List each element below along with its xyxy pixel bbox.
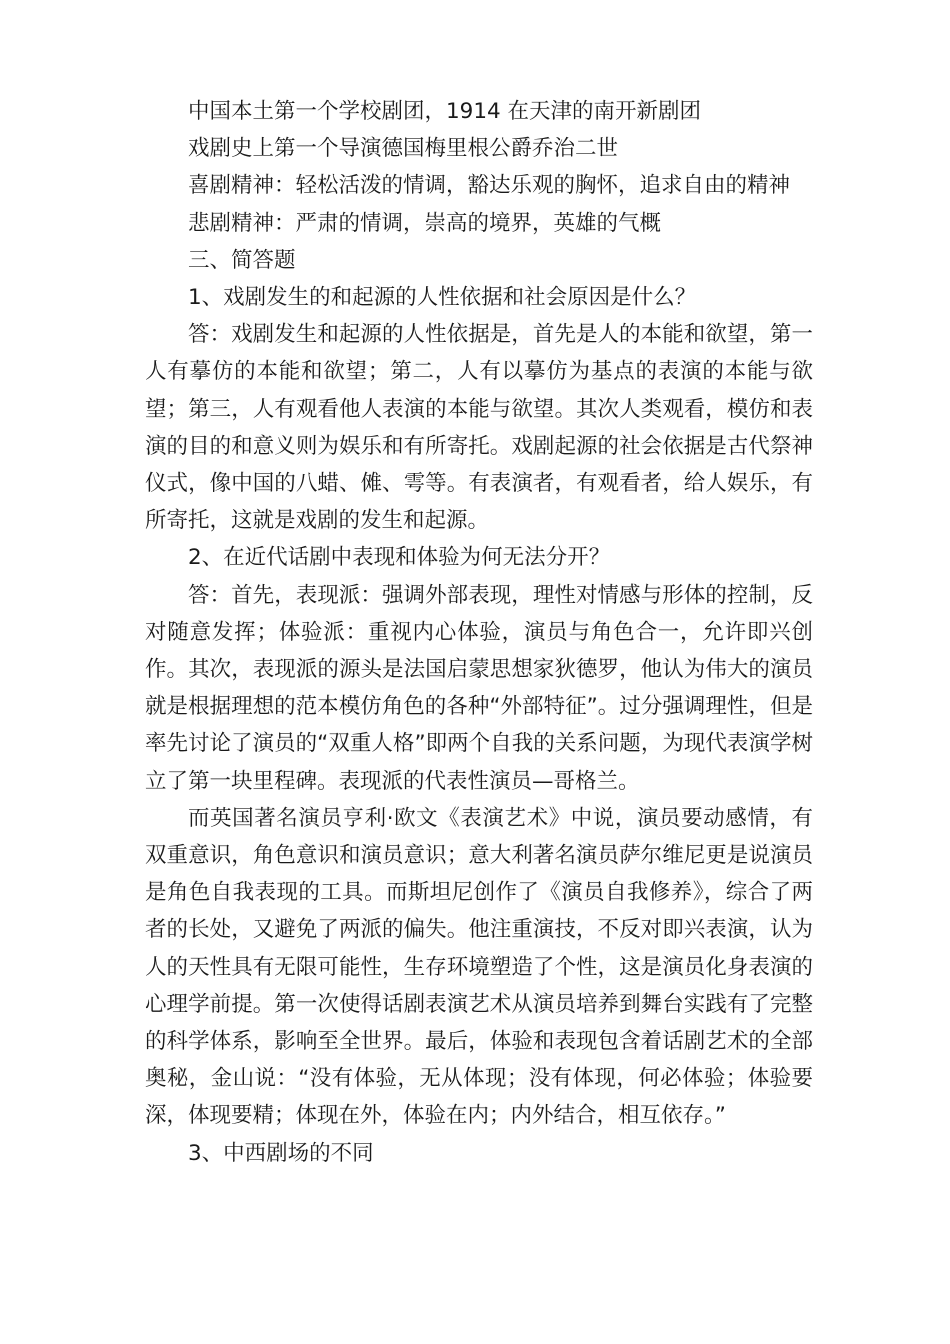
- question-1: 1、戏剧发生的和起源的人性依据和社会原因是什么？: [188, 284, 697, 310]
- text-line: 悲剧精神：严肃的情调，崇高的境界，英雄的气概: [188, 210, 662, 236]
- answer-2: 答：首先，表现派：强调外部表现，理性对情感与形体的控制，反对随意发挥；体验派：重视内心体验，演员与角色合一，允许即兴创作。其次，表现派的源头是法国启蒙思想家狄德罗，他认为伟大的演员就是根据理想的范本模仿角色的各种“外部特征”。过分强调理性，但是率先讨论了演员的“双重人格”即两个自我的关系问题，为现代表演学树立了第一块里程碑。表现派的代表性演员—哥格兰。: [145, 582, 813, 794]
- text-line: 喜剧精神：轻松活泼的情调，豁达乐观的胸怀，追求自由的精神: [188, 173, 791, 199]
- text-line: 戏剧史上第一个导演德国梅里根公爵乔治二世: [188, 136, 619, 162]
- answer-1: 答：戏剧发生和起源的人性依据是，首先是人的本能和欲望，第一人有摹仿的本能和欲望；第二，人有以摹仿为基点的表演的本能与欲望；第三，人有观看他人表演的本能与欲望。其次人类观看，模仿和表演的目的和意义则为娱乐和有所寄托。戏剧起源的社会依据是古代祭神仪式，像中国的八蜡、傩、雩等。有表演者，有观看者，给人娱乐，有所寄托，这就是戏剧的发生和起源。: [145, 322, 813, 534]
- answer-2-continued: 而英国著名演员亨利·欧文《表演艺术》中说，演员要动感情，有双重意识，角色意识和演员意识；意大利著名演员萨尔维尼更是说演员是角色自我表现的工具。而斯坦尼创作了《演员自我修养》，综合了两者的长处，又避免了两派的偏失。他注重演技，不反对即兴表演，认为人的天性具有无限可能性，生存环境塑造了个性，这是演员化身表演的心理学前提。第一次使得话剧表演艺术从演员培养到舞台实践有了完整的科学体系，影响至全世界。最后，体验和表现包含着话剧艺术的全部奥秘，金山说：“没有体验，无从体现；没有体现，何必体验；体验要深，体现要精；体现在外，体验在内；内外结合，相互依存。”: [145, 805, 813, 1129]
- document-body: [145, 93, 813, 1172]
- question-2: 2、在近代话剧中表现和体验为何无法分开？: [188, 545, 611, 571]
- section-heading: 三、简答题: [188, 247, 296, 273]
- text-line: 中国本土第一个学校剧团，1914 在天津的南开新剧团: [188, 99, 702, 124]
- question-3: 3、中西剧场的不同: [188, 1140, 374, 1166]
